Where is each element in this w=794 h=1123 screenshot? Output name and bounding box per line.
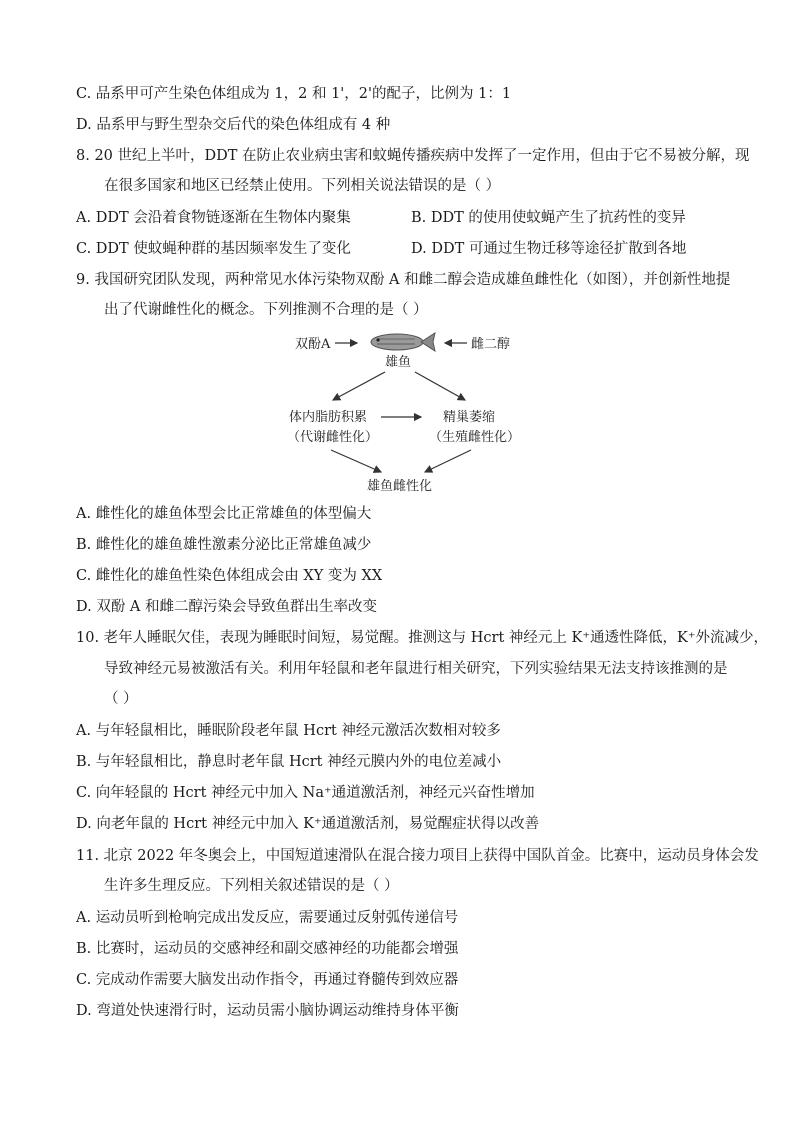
q8-option-c: C. DDT 使蚊蝇种群的基因频率发生了变化 xyxy=(76,241,351,257)
q9-stem-line-1: 9. 我国研究团队发现，两种常见水体污染物双酚 A 和雌二醇会造成雄鱼雌性化（如图），并创新性地提 xyxy=(76,272,731,288)
bisphenol-a-label: 双酚A xyxy=(295,337,331,352)
arrow-left-to-result xyxy=(331,450,381,472)
arrow-right-to-result xyxy=(425,450,471,472)
q11-stem-line-1: 11. 北京 2022 年冬奥会上，中国短道速滑队在混合接力项目上获得中国队首金。比赛中，运动员身体会发 xyxy=(76,848,759,864)
arrow-to-metabolic xyxy=(333,372,385,400)
q11-option-d: D. 弯道处快速滑行时，运动员需小脑协调运动维持身体平衡 xyxy=(76,1003,459,1019)
q8-option-a: A. DDT 会沿着食物链逐渐在生物体内聚集 xyxy=(76,210,351,226)
q10-option-d: D. 向老年鼠的 Hcrt 神经元中加入 K⁺通道激活剂，易觉醒症状得以改善 xyxy=(76,816,540,832)
q8-stem-line-2: 在很多国家和地区已经禁止使用。下列相关说法错误的是（ ） xyxy=(104,178,501,194)
q9-stem-line-2: 出了代谢雌性化的概念。下列推测不合理的是（ ） xyxy=(104,302,428,318)
testis-atrophy-label: 精巢萎缩 xyxy=(443,410,496,425)
result-label: 雄鱼雌性化 xyxy=(367,479,433,494)
q10-stem-line-1: 10. 老年人睡眠欠佳，表现为睡眠时间短，易觉醒。推测这与 Hcrt 神经元上 K⁺通透性降低，K⁺外流减少， xyxy=(76,630,768,646)
reproductive-feminization-label: （生殖雌性化） xyxy=(429,430,521,445)
q9-option-c: C. 雌性化的雄鱼性染色体组成会由 XY 变为 XX xyxy=(76,568,383,584)
q10-option-b: B. 与年轻鼠相比，静息时老年鼠 Hcrt 神经元膜内外的电位差减小 xyxy=(76,754,502,770)
q11-option-a: A. 运动员听到枪响完成出发反应，需要通过反射弧传递信号 xyxy=(76,910,459,926)
q9-option-d: D. 双酚 A 和雌二醇污染会导致鱼群出生率改变 xyxy=(76,599,378,615)
q10-stem-line-2: 导致神经元易被激活有关。利用年轻鼠和老年鼠进行相关研究，下列实验结果无法支持该推测的是 xyxy=(104,661,728,677)
q8-stem-line-1: 8. 20 世纪上半叶，DDT 在防止农业病虫害和蚊蝇传播疾病中发挥了一定作用，但由于它不易被分解，现 xyxy=(76,148,750,164)
q7-option-d: D. 品系甲与野生型杂交后代的染色体组成有 4 种 xyxy=(76,117,391,133)
metabolic-feminization-label: （代谢雌性化） xyxy=(287,430,379,445)
male-fish-label: 雄鱼 xyxy=(385,355,412,370)
arrow-to-reproductive xyxy=(415,372,465,400)
q7-option-c: C. 品系甲可产生染色体组成为 1，2 和 1'，2'的配子，比例为 1：1 xyxy=(76,86,512,102)
q11-option-b: B. 比赛时，运动员的交感神经和副交感神经的功能都会增强 xyxy=(76,941,459,957)
q9-option-a: A. 雌性化的雄鱼体型会比正常雄鱼的体型偏大 xyxy=(76,506,372,522)
q11-stem-line-2: 生许多生理反应。下列相关叙述错误的是（ ） xyxy=(104,878,399,894)
q10-stem-line-3: （ ） xyxy=(104,691,138,707)
q10-option-c: C. 向年轻鼠的 Hcrt 神经元中加入 Na⁺通道激活剂，神经元兴奋性增加 xyxy=(76,785,535,801)
q8-option-d: D. DDT 可通过生物迁移等途径扩散到各地 xyxy=(411,241,687,257)
q9-option-b: B. 雌性化的雄鱼雄性激素分泌比正常雄鱼减少 xyxy=(76,537,372,553)
fat-accumulation-label: 体内脂肪积累 xyxy=(289,410,368,425)
q10-option-a: A. 与年轻鼠相比，睡眠阶段老年鼠 Hcrt 神经元激活次数相对较多 xyxy=(76,723,501,739)
q8-option-b: B. DDT 的使用使蚊蝇产生了抗药性的变异 xyxy=(411,210,686,226)
feminization-diagram xyxy=(285,322,525,498)
q11-option-c: C. 完成动作需要大脑发出动作指令，再通过脊髓传到效应器 xyxy=(76,972,459,988)
fish-icon xyxy=(371,333,435,351)
estradiol-label: 雌二醇 xyxy=(471,337,511,352)
